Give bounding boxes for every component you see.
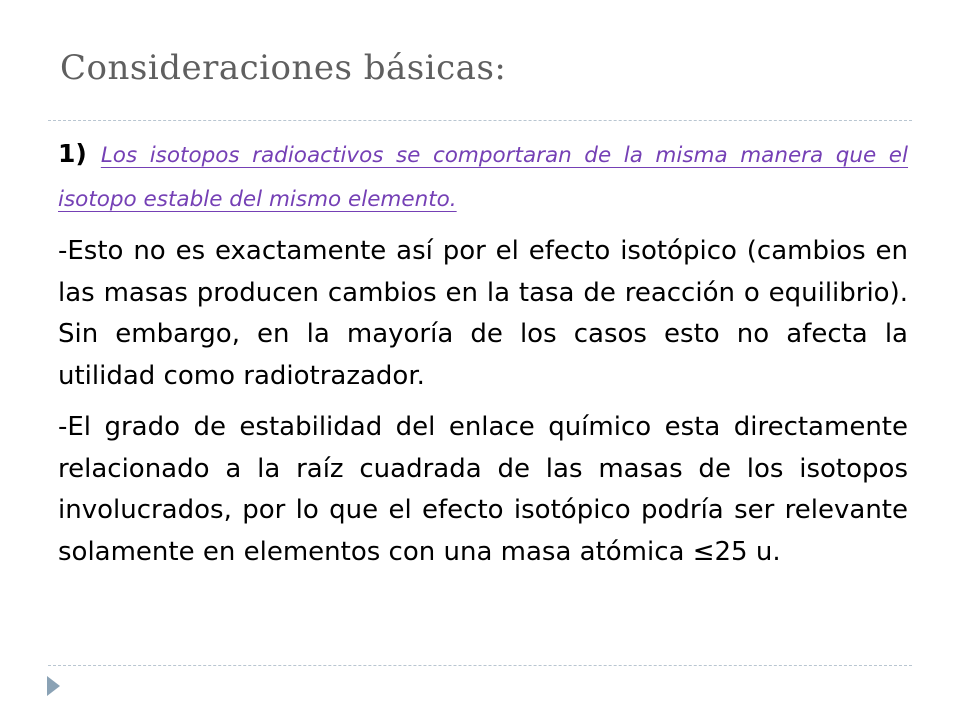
point-1-number: 1) [58,139,87,168]
slide-title: Consideraciones básicas: [60,48,507,88]
slide-body [58,133,908,583]
point-1-statement-link[interactable]: Los isotopos radioactivos se comportaran de la misma manera que el isotopo estable del mismo elemento. [58,143,909,212]
bond-stability-paragraph: -El grado de estabilidad del enlace químico esta directamente relacionado a la raíz cuadrada de las masas de los isotopos involucrados, por lo que el efecto isotópico podría ser relevante solamente en elementos con una masa atómica ≤25 u. [58,412,908,567]
isotope-effect-paragraph: -Esto no es exactamente así por el efecto isotópico (cambios en las masas producen cambios en la tasa de reacción o equilibrio). Sin embargo, en la mayoría de los casos esto no afecta la utilidad como radiotrazador. [58,236,908,391]
footer-divider [48,665,912,666]
title-divider [48,120,912,121]
triangle-right-icon [47,676,60,696]
point-1-paragraph [58,133,908,221]
